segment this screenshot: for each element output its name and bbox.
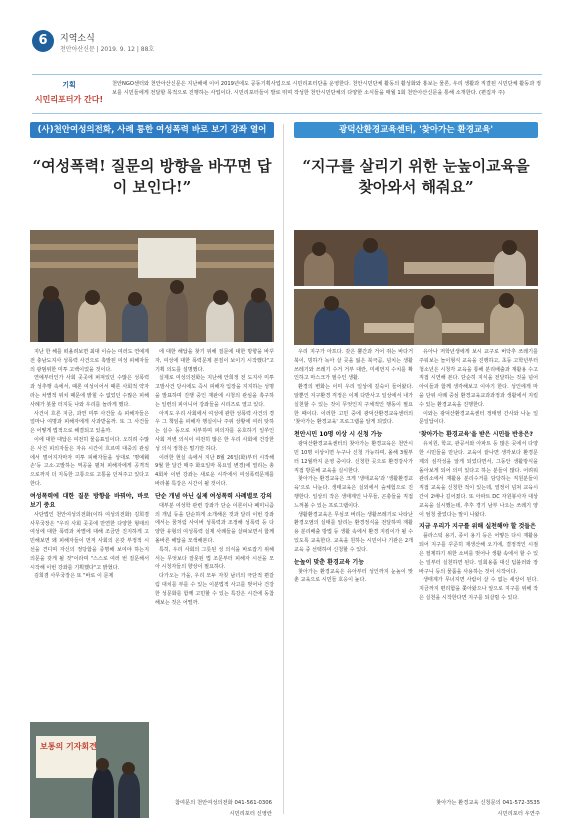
photo-person (122, 302, 148, 342)
photo-person (314, 307, 350, 345)
photo-person-head (85, 290, 100, 305)
photo-screen (138, 238, 196, 278)
paragraph: 우리 지구가 아프다. 갖은 뿔간과 거어 쥐는 바다거북이, 빙하가 녹아 살 곳을 잃은 북극곰, 넘치는 생활 쓰레기와 쓰레기 수거 거부 대란, 미세먼지 수치를 확인하고 마스크가 필수인 생활. (294, 349, 413, 382)
left-article-column-1 (30, 348, 149, 607)
left-article-contact: 참여문의 천안여성의전화 041-561-0306 (174, 800, 272, 806)
photo-person-head (128, 292, 142, 306)
paragraph: 유치원, 학교, 관공서와 아파트 등 많은 곳에서 다양한 시민들을 만난다. 교육이 끝나면 생각보다 환경문제의 심각성을 알게 되었다면서, 그동안 생활방식을 돌아보게 되어 의미 있다고 하는 분들이 많다. 어려워 관리소에서 재활용 분리수거를 담당하는 직원분들이 직접 교육을 신청한 적이 있는데, 열정이 넘쳐 교육시간이 2배나 길어졌다. 또 아파트 DC 자원봉사자 대상 교육을 실시했는데, 추후 경기 남부 나오는 쓰레기 양이 엄청 줄었다는 말이 나왔다. (419, 441, 538, 518)
subheading: 단순 개념 아닌 실제 여성폭력 사례별로 강의 (155, 492, 272, 500)
paragraph: 유아나 저학년생에게 보시 교구로 버닥추 쓰레기를 주워보는 놀이형식 교육을 진행하고, 초등 고학년부터 청소년은 시청각 교육을 통해 분리배출과 재활용 수고 직접 시연해 본다. 단순히 지식을 전달하는 것을 넘어 아이들과 함께 생각해보고 이야기 한다. 성인에게 마을 단위 사례 중심 환경교육교과과정과 생활에서 지킬 수 있는 환경교육을 진행한다. (419, 349, 538, 408)
photo-person (304, 252, 334, 286)
right-article-column-2 (419, 348, 538, 603)
section-title: 지역소식 (60, 34, 95, 44)
paragraph: 대부분 여성학 관련 강좌가 단순 이론이나 페미니즘의 개념 등을 단순하게 소개해온 것과 달리 이번 강좌에서는 꿈처럼 사이버 성폭력과 조정해 성폭력 등 다양한 유형의 여성폭력 실제 사례들을 살펴보면서 함께 올바른 해답을 모색해본다. (155, 502, 274, 544)
issue-info: 천안아산신문 | 2019. 9. 12 | 88호 (60, 46, 155, 53)
photo-person-head (96, 758, 109, 771)
paragraph: 이러한 현실 속에서 지난 8월 26일(화)부터 시작해 9월 한 달간 매주 화요일마 목요일 변경)에 열리는 총 4회차 이번 강좌는 새로운 시각에서 여성폭력문제를 바라볼 특강은 시간이 될 것이다. (155, 454, 274, 487)
subheading: '찾아가는 환경교육'을 받은 시민들 반응은? (419, 431, 534, 439)
photo-person (414, 305, 442, 345)
paragraph: 다가오는 가을, 우리 모두 자칫 남녀의 극단적 편갈림 대치를 부를 수 있는 이분법적 사고를 벗어나 건강한 성문화를 함께 고민할 수 있는 특강은 시간에 동참해보는 것은 어떨까. (155, 573, 274, 606)
photo-table (404, 262, 494, 274)
photo-person (38, 296, 64, 342)
photo-person-head (363, 238, 378, 253)
photo-person-head (122, 762, 135, 775)
page-number: 6 (32, 30, 54, 52)
photo-person-head (312, 242, 326, 256)
paragraph: 생활환경교육은 무심코 버리는 생활쓰레기로 나타난 환경오염의 실태를 알리는 환경정식을 전달하며 재활용 분리배출 방법 등 생활 속에서 환경 지킴이가 될 수 있도록 교육한다. 교육을 원하는 시민이나 기관은 2개 교육 중 선택하여 신청할 수 있다. (294, 511, 413, 553)
left-article-column-2 (155, 348, 274, 607)
paragraph: 이와는 광덕산환경교육센터 정태영 간사와 나눈 일문일답이다. (419, 410, 538, 426)
page-header (0, 0, 568, 62)
photo-person-head (43, 286, 59, 302)
intro-title: 시민리포터가 간다! (34, 95, 104, 104)
left-article-headline: “여성폭력! 질문의 방향을 바꾸면 답이 보인다!” (32, 157, 272, 196)
intro-box (32, 74, 542, 114)
photo-person (92, 768, 114, 818)
press-conference-photo (30, 722, 149, 818)
paragraph: 찾아가는 환경교육은 크게 '생태교육'과 '생활환경교육'으로 나눈다. 생태교육은 실외에서 숲체험으로 진행한다. 일상의 작은 생태계인 나무들, 곤충들을 직접 느껴볼 수 있는 프로그램이다. (294, 476, 413, 509)
paragraph: 에 대한 해답을 찾기 위해 질문에 대한 방향을 바꾸자, 여성에 대한 폭력문제 본질이 보이기 시작했다"고 기획 의도를 설명했다. (155, 349, 274, 373)
left-article-head (30, 122, 274, 198)
class-photo-2 (294, 289, 538, 345)
subheading: 여성폭력에 대한 질문 방향을 바꿔야, 바로 보기 중요 (30, 492, 149, 509)
photo-person (118, 772, 140, 818)
photo-person (494, 250, 526, 286)
paragraph: 지난 한 해를 떠올려보면 최대 이슈는 여러도 연예계 전 충남도지사 성폭력 사건으로 촉발된 여성 피해자들의 광범위한 미투 고백이었을 것이다. (30, 349, 149, 373)
paragraph: 환경의 변화는 이미 우리 일상에 깊숙이 들어왔다. 알뿐인 지구환경 걱정은 이제 다반사고 일상에서 내가 실천할 수 있는 것이 무엇인지 구체적인 행동이 필요한 때이다. 이러한 고민 중에 광덕산환경교육센터의 '찾아가는 환경교육' 프로그램을 알게 되었다. (294, 384, 413, 426)
photo-person-head (324, 296, 339, 311)
lecture-photo (30, 230, 274, 342)
paragraph: 연예부터인가 사회 곳곳에 퍼져있던 수많은 성폭력과 성추행 속에서, 때론 여성이어서 때론 사회적 약자라는 차별적 위치 때문에 밝힐 수 없었던 수많은 피해 사례가 봇물 터지듯 나와 우리를 놀라게 했다. (30, 375, 149, 408)
photo-person (244, 298, 272, 342)
paragraph: 특히, 우리 사회의 그릇된 성 의식을 바로잡기 위해서는 무엇보다 잘못된 법 조문부터 피해자 시선을 모아 시청자들의 향상이 필요하다. (155, 546, 274, 571)
left-article-band: (사)천안여성의전화, 사례 통한 여성폭력 바로 보기 강좌 열어 (30, 122, 274, 138)
left-article-reporter: 시민리포터 신영란 (229, 811, 272, 817)
right-article-headline: “지구를 살리기 위한 눈높이교육을 찾아와서 해줘요” (302, 157, 530, 196)
right-article-band: 광덕산환경교육센터, '찾아가는 환경교육' (294, 122, 538, 138)
right-article-head (294, 122, 538, 198)
right-article-contact: 찾아가는 환경교육 신청문의 041-572-3535 (436, 800, 540, 806)
photo-person-head (499, 293, 514, 308)
paragraph: 아직도 우리 사회에서 여성에 관한 성폭력 사건의 경우 그 책임을 피해자 행실이나 주위 상황에 여러 탓하는 실수 등으로 치부하며 피의자를 옹호하기 일쑤인 사회 저변 의식이 여전히 많은 한 우리 사회에 건강한 성 의식 정착은 멀기만 하다. (155, 410, 274, 452)
subheading: 눈높이 맞춘 환경교육 기능 (294, 558, 365, 566)
right-article-column-1 (294, 348, 413, 603)
paragraph: 이에 대한 대답은 여전히 물음표일이다. 오히려 수많은 사건 피의자들은 자유 시간이 흐르며 대중의 관심에서 멀어지자마자 미투 피해자들을 상대로 '명예훼손'등 고소·고발하는 역공을 펼쳐 피해자에게 공격적으로까지 더 지독한 고통으로 고통을 던져주고 있다고 한다. (30, 436, 149, 487)
photo-person-head (421, 295, 435, 309)
column-divider (283, 124, 284, 814)
paragraph: 광덕산환경교육센터의 찾아가는 환경교육은 천안시민 10명 이상이면 누구나 신청 가능하며, 올해 3월부터 12월까지 운영 중이다. 신청한 곳으로 환경강사가 직접 방문해 교육을 실시한다. (294, 441, 413, 474)
photo-person-head (213, 290, 228, 305)
left-article-body (30, 348, 274, 607)
photo-person-head (170, 280, 184, 294)
paragraph: 플라스틱 용기, 종이 용기 등은 어떻든 다시 재활용되어 지구를 꾸준히 재생산해 오기에, 결정적인 시점은 절제하기 위한 소비를 벗어나 생활 속에서 할 수 있는 일부터 실천하면 된다. 일회용품 대신 텀블러와 장바구니 등의 물품을 사용하는 것이 시작이다. (419, 533, 538, 575)
intro-kicker: 기획 (62, 81, 76, 89)
class-photo-1 (294, 230, 538, 286)
intro-text: 천안NGO센터와 천안아산신문은 지난해에 이어 2019년에도 공동기획사업으로 시민리포터단을 운영한다. 천안시민단체 활동의 활성화와 홍보는 물론, 우리 생활과 직결된 시민단체 활동과 정보를 시민들에게 전달할 목적으로 진행하는 사업이다. 시민리포터들이 발로 뛰며 작성한 천안시민단체의 다양한 소식들을 매월 1회 천안아산신문을 통해 소개한다. (편집자 주) (112, 81, 541, 96)
photo-person (206, 300, 234, 342)
subheading: 천안시민 10명 이상 시 신청 가능 (294, 431, 383, 439)
paragraph: 실제로 여성의전화는 지난해 안희정 전 도지사 미투고발사건 당시에도 즉시 피해자 입장을 지지하는 성명을 발표하며 진행 중인 재판에 시청의 관심을 촉구하는 일련의 피이니어 강좌들을 시리즈로 열고 있다. (155, 375, 274, 408)
paragraph: 김희겸 사무국장은 또 "바로 이 문제 (34, 573, 114, 580)
photo-person (354, 248, 388, 286)
intro-tag (32, 78, 106, 112)
photo-person (490, 303, 524, 345)
photo-person (166, 290, 188, 342)
press-conference-sign-text: 보통의 기자회견 (40, 742, 97, 751)
photo-person-head (502, 240, 517, 255)
photo-person (78, 300, 106, 342)
paragraph: 사단법인 천안여성의전화(이하 여성의전화) 김희겸 사무국장은 "우리 사회 곳곳에 만연한 다양한 형태의 여성에 대한 폭력과 차별에 대해 조금만 진지하게 고민해보면 왜 피해자들이 먼저 사회의 온갖 부정적 시선을 견디며 자신의 정당함을 증명해 보여야 하는지 의문을 갖게 될 것"이라며 "스스로 여러 번 질문해서 시작해 이번 강좌를 기획했다"고 밝혔다. (30, 511, 149, 571)
subheading: 지금 우리가 지구를 위해 실천해야 할 것들은 (419, 523, 536, 531)
photo-person-head (251, 288, 266, 303)
paragraph: 사건이 흐른 지금, 과연 미투 사건들 속 피해자들은 얼마나 여명과 피해자에게 사과받을까. 또 그 사건들은 어떻게 법적으로 해결되고 있을까. (30, 410, 149, 435)
right-article-body (294, 348, 538, 603)
paragraph: 찾아가는 환경교육은 유아부터 성인까지 눈높이 맞춘 교육으로 시민들 호응이 높다. (294, 568, 413, 584)
paragraph: 생태계가 무너지면 사람이 살 수 없는 세상이 된다. 지금까지 편리함을 쫓아왔으나 앞으로 지구를 위해 작은 실천을 시작한다면 지구를 되살릴 수 있다. (419, 577, 538, 601)
right-article-reporter: 시민리포터 우연주 (497, 811, 540, 817)
